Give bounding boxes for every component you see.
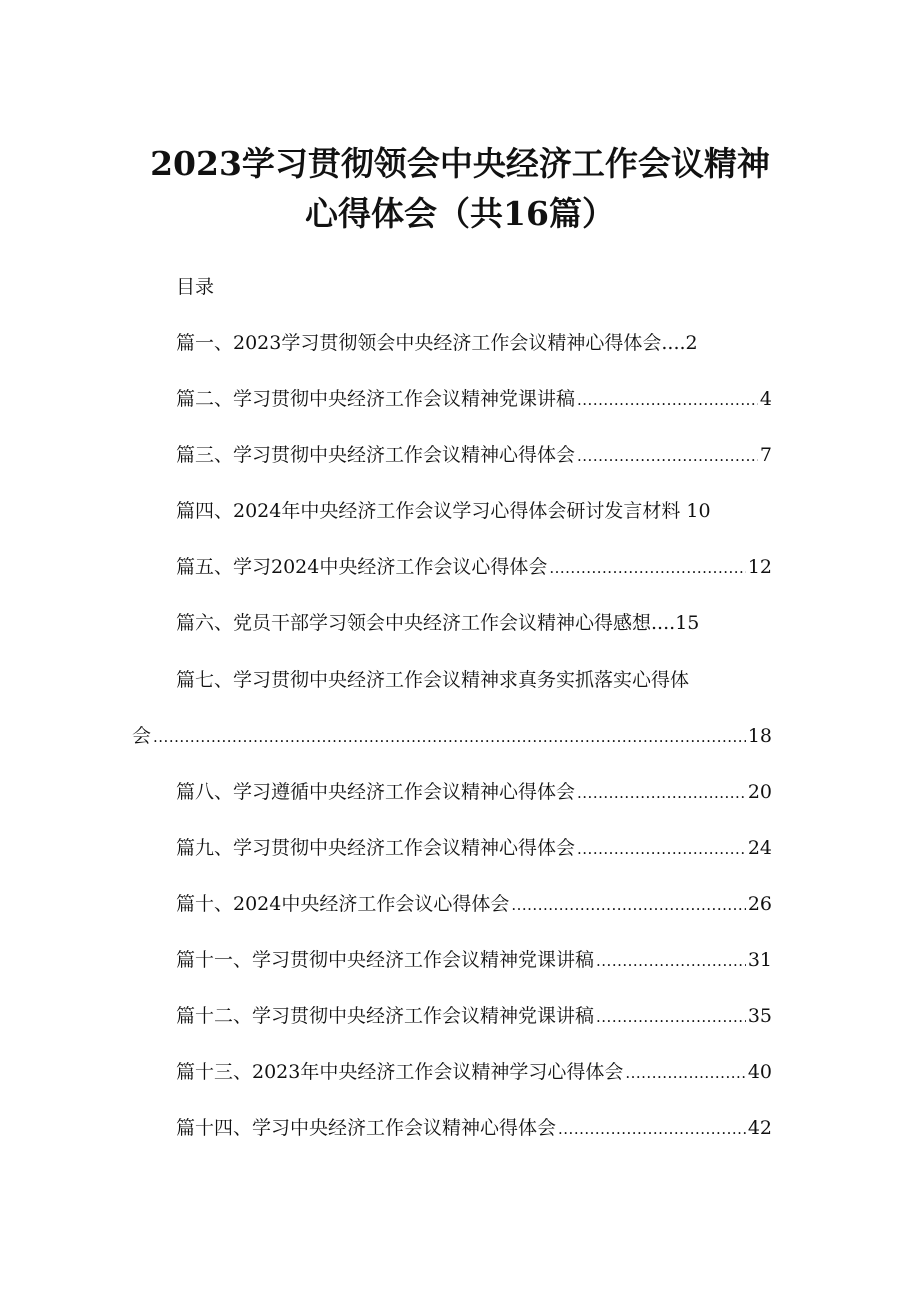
toc-entry-leader	[577, 784, 746, 802]
toc-entry-title: 篇十二、学习贯彻中央经济工作会议精神党课讲稿	[176, 1005, 595, 1027]
toc-entry-leader	[577, 840, 746, 858]
toc-entry-title: 篇二、学习贯彻中央经济工作会议精神党课讲稿	[176, 388, 576, 410]
toc-entry-title: 篇一、2023学习贯彻领会中央经济工作会议精神心得体会	[176, 332, 662, 354]
toc-entry-leader	[577, 447, 758, 465]
toc-entry-title: 篇四、2024年中央经济工作会议学习心得体会研讨发言材料	[176, 500, 681, 522]
toc-entry-10[interactable]	[176, 889, 772, 917]
toc-entry-title: 篇五、学习2024中央经济工作会议心得体会	[176, 556, 548, 578]
toc-entry-leader	[153, 728, 746, 746]
toc-entry-title: 篇十、2024中央经济工作会议心得体会	[176, 893, 510, 915]
toc-entry-page: 4	[759, 388, 772, 410]
toc-entry-11[interactable]	[176, 945, 772, 973]
toc-entry-page: 35	[747, 1005, 772, 1027]
toc-entry-page: 2	[685, 332, 698, 354]
toc-entry-leader	[558, 1120, 746, 1138]
toc-entry-page: 15	[675, 612, 700, 634]
toc-heading: 目录	[176, 276, 215, 298]
toc-entry-2[interactable]	[176, 384, 772, 412]
toc-entry-page: 12	[747, 556, 772, 578]
toc-entry-9[interactable]	[176, 833, 772, 861]
toc-entry-8[interactable]	[176, 777, 772, 805]
toc-entry-13[interactable]	[176, 1057, 772, 1085]
title-line-2: 心得体会（共16篇）	[305, 194, 615, 233]
toc-entry-title: 篇三、学习贯彻中央经济工作会议精神心得体会	[176, 444, 576, 466]
toc-entry-4[interactable]	[176, 496, 736, 524]
toc-entry-page: 10	[686, 500, 711, 522]
toc-entry-title: 篇十一、学习贯彻中央经济工作会议精神党课讲稿	[176, 949, 595, 971]
toc-entry-title: 篇九、学习贯彻中央经济工作会议精神心得体会	[176, 837, 576, 859]
toc-entry-leader: ....	[651, 612, 676, 634]
toc-entry-title-continued: 会	[132, 725, 152, 747]
toc-entry-leader	[596, 952, 746, 970]
toc-entry-title: 篇六、党员干部学习领会中央经济工作会议精神心得感想	[176, 612, 652, 634]
toc-entry-leader	[596, 1008, 746, 1026]
toc-entry-page: 24	[747, 837, 772, 859]
toc-entry-3[interactable]	[176, 440, 772, 468]
toc-entry-page: 42	[747, 1117, 772, 1139]
toc-entry-5[interactable]	[176, 552, 772, 580]
toc-entry-page: 7	[759, 444, 772, 466]
toc-entry-12[interactable]	[176, 1001, 772, 1029]
toc-entry-leader	[511, 896, 745, 914]
toc-entry-leader: ....	[661, 332, 686, 354]
toc-entry-continuation	[132, 721, 772, 748]
toc-entry-6[interactable]	[176, 608, 721, 636]
toc-entry-leader	[549, 559, 745, 577]
toc-entry-14[interactable]	[176, 1113, 772, 1141]
toc-entry-page: 18	[747, 725, 772, 747]
toc-entry-page: 40	[747, 1061, 772, 1083]
toc-entry-title: 篇八、学习遵循中央经济工作会议精神心得体会	[176, 781, 576, 803]
toc-entry-title: 篇十三、2023年中央经济工作会议精神学习心得体会	[176, 1061, 624, 1083]
toc-entry-leader	[625, 1064, 745, 1082]
toc-entry-title: 篇十四、学习中央经济工作会议精神心得体会	[176, 1117, 557, 1139]
toc-entry-leader	[577, 391, 758, 409]
toc-entry-title: 篇七、学习贯彻中央经济工作会议精神求真务实抓落实心得体	[176, 669, 690, 691]
title-line-1: 2023学习贯彻领会中央经济工作会议精神	[150, 144, 770, 183]
toc-entry-page: 26	[747, 893, 772, 915]
toc-entry-1[interactable]	[176, 328, 726, 356]
toc-entry-page: 20	[747, 781, 772, 803]
toc-entry-page: 31	[747, 949, 772, 971]
